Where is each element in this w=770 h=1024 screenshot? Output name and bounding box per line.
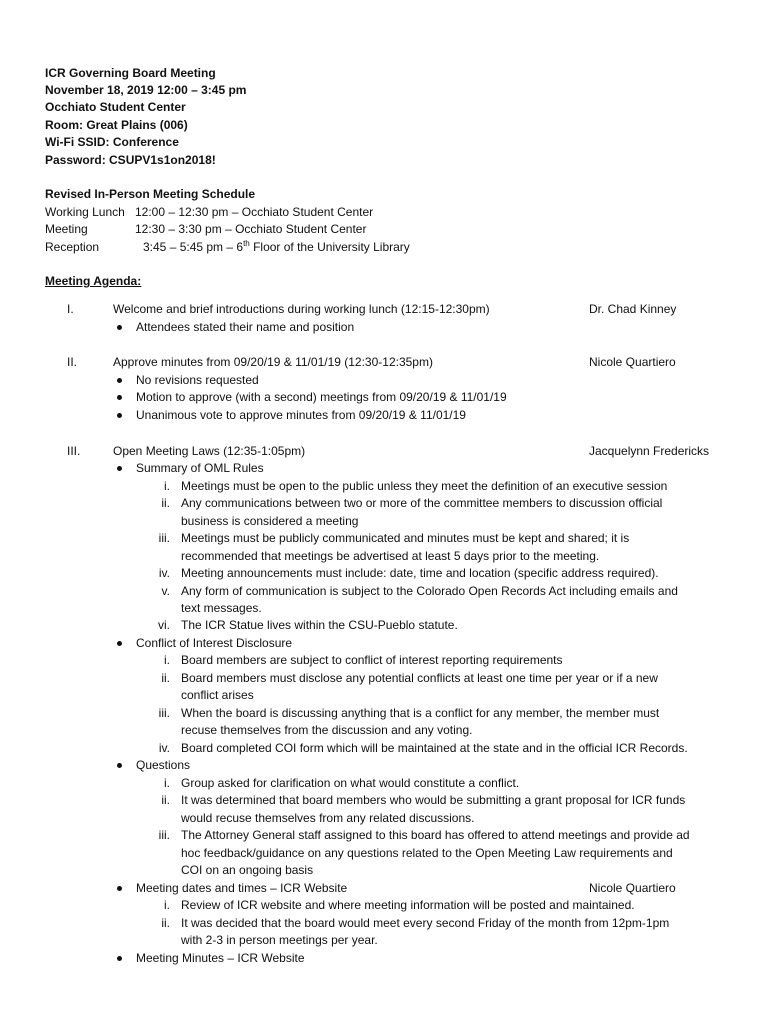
section-label-minutes: Meeting Minutes – ICR Website: [136, 951, 305, 965]
bullet-icon: [117, 395, 122, 400]
point-text: COI on an ongoing basis: [181, 863, 314, 877]
point-text: Board members must disclose any potential conflicts at least one time per year or if a new: [181, 671, 658, 685]
bullet-icon: [117, 378, 122, 383]
bullet-icon: [117, 763, 122, 768]
schedule-label-reception: Reception: [45, 240, 100, 254]
roman-numeral: iii.: [158, 828, 170, 842]
roman-numeral: ii.: [161, 671, 170, 685]
meeting-date-time: November 18, 2019 12:00 – 3:45 pm: [45, 83, 247, 97]
bullet-icon: [117, 413, 122, 418]
roman-numeral: iv.: [158, 566, 170, 580]
schedule-heading: Revised In-Person Meeting Schedule: [45, 187, 256, 201]
bullet-text: Attendees stated their name and position: [136, 320, 355, 334]
point-text: text messages.: [181, 601, 262, 615]
roman-numeral: i.: [164, 776, 170, 790]
point-text: Board completed COI form which will be maintained at the state and in the official ICR Records.: [181, 741, 688, 755]
bullet-icon: [117, 956, 122, 961]
agenda-item-numeral: II.: [67, 355, 78, 369]
roman-numeral: vi.: [158, 618, 170, 632]
schedule-label-meeting: Meeting: [45, 222, 88, 236]
point-text: hoc feedback/guidance on any questions related to the Open Meeting Law requirements and: [181, 846, 673, 860]
bullet-icon: [117, 886, 122, 891]
section-label-coi: Conflict of Interest Disclosure: [136, 636, 293, 650]
bullet-icon: [117, 325, 122, 330]
point-text: Any form of communication is subject to the Colorado Open Records Act including emails and: [181, 584, 678, 598]
roman-numeral: iv.: [158, 741, 170, 755]
point-text: It was determined that board members who would be submitting a grant proposal for ICR funds: [181, 793, 686, 807]
section-presenter: Nicole Quartiero: [589, 881, 676, 895]
bullet-text: Motion to approve (with a second) meetings from 09/20/19 & 11/01/19: [136, 390, 507, 404]
roman-numeral: ii.: [161, 916, 170, 930]
schedule-label-lunch: Working Lunch: [45, 205, 125, 219]
agenda-item-title: Welcome and brief introductions during working lunch (12:15-12:30pm): [113, 302, 490, 316]
bullet-text: No revisions requested: [136, 373, 259, 387]
agenda-item-numeral: I.: [67, 302, 74, 316]
roman-numeral: iii.: [158, 531, 170, 545]
roman-numeral: iii.: [158, 706, 170, 720]
roman-numeral: v.: [161, 584, 170, 598]
roman-numeral: i.: [164, 898, 170, 912]
point-text: recuse themselves from the discussion and any voting.: [181, 723, 473, 737]
meeting-location: Occhiato Student Center: [45, 100, 186, 114]
wifi-password: Password: CSUPV1s1on2018!: [45, 153, 216, 167]
roman-numeral: ii.: [161, 496, 170, 510]
wifi-ssid: Wi-Fi SSID: Conference: [45, 135, 179, 149]
point-text: The ICR Statue lives within the CSU-Pueblo statute.: [181, 618, 458, 632]
schedule-time-meeting: 12:30 – 3:30 pm – Occhiato Student Center: [135, 222, 367, 236]
point-text: Any communications between two or more of the committee members to discussion official: [181, 496, 663, 510]
schedule-time-reception: 3:45 – 5:45 pm – 6th Floor of the University Library: [143, 239, 410, 254]
agenda-item-presenter: Nicole Quartiero: [589, 355, 676, 369]
point-text: Review of ICR website and where meeting information will be posted and maintained.: [181, 898, 635, 912]
agenda-item-presenter: Jacquelynn Fredericks: [589, 444, 710, 458]
point-text: with 2-3 in person meetings per year.: [181, 933, 378, 947]
point-text: would recuse themselves from any related discussions.: [181, 811, 475, 825]
point-text: When the board is discussing anything that is a conflict for any member, the member must: [181, 706, 660, 720]
section-label-oml: Summary of OML Rules: [136, 461, 264, 475]
agenda-item-title: Open Meeting Laws (12:35-1:05pm): [113, 444, 306, 458]
agenda-item-title: Approve minutes from 09/20/19 & 11/01/19 (12:30-12:35pm): [113, 355, 433, 369]
meeting-title: ICR Governing Board Meeting: [45, 66, 216, 80]
roman-numeral: i.: [164, 479, 170, 493]
section-label-questions: Questions: [136, 758, 191, 772]
point-text: Meetings must be publicly communicated and minutes must be kept and shared; it is: [181, 531, 630, 545]
bullet-icon: [117, 466, 122, 471]
point-text: Meeting announcements must include: date, time and location (specific address required).: [181, 566, 659, 580]
point-text: conflict arises: [181, 688, 254, 702]
point-text: business is considered a meeting: [181, 514, 359, 528]
agenda-item-numeral: III.: [67, 444, 81, 458]
point-text: Group asked for clarification on what would constitute a conflict.: [181, 776, 520, 790]
bullet-text: Unanimous vote to approve minutes from 09/20/19 & 11/01/19: [136, 408, 466, 422]
point-text: It was decided that the board would meet every second Friday of the month from 12pm-1pm: [181, 916, 670, 930]
point-text: Meetings must be open to the public unless they meet the definition of an executive session: [181, 479, 668, 493]
point-text: recommended that meetings be advertised at least 5 days prior to the meeting.: [181, 549, 600, 563]
schedule-time-lunch: 12:00 – 12:30 pm – Occhiato Student Center: [135, 205, 374, 219]
roman-numeral: i.: [164, 653, 170, 667]
bullet-icon: [117, 641, 122, 646]
section-label-dates: Meeting dates and times – ICR Website: [136, 881, 348, 895]
agenda-heading: Meeting Agenda:: [45, 274, 142, 288]
agenda-item-presenter: Dr. Chad Kinney: [589, 302, 677, 316]
point-text: The Attorney General staff assigned to this board has offered to attend meetings and provide ad: [181, 828, 690, 842]
roman-numeral: ii.: [161, 793, 170, 807]
point-text: Board members are subject to conflict of interest reporting requirements: [181, 653, 563, 667]
meeting-room: Room: Great Plains (006): [45, 118, 188, 132]
